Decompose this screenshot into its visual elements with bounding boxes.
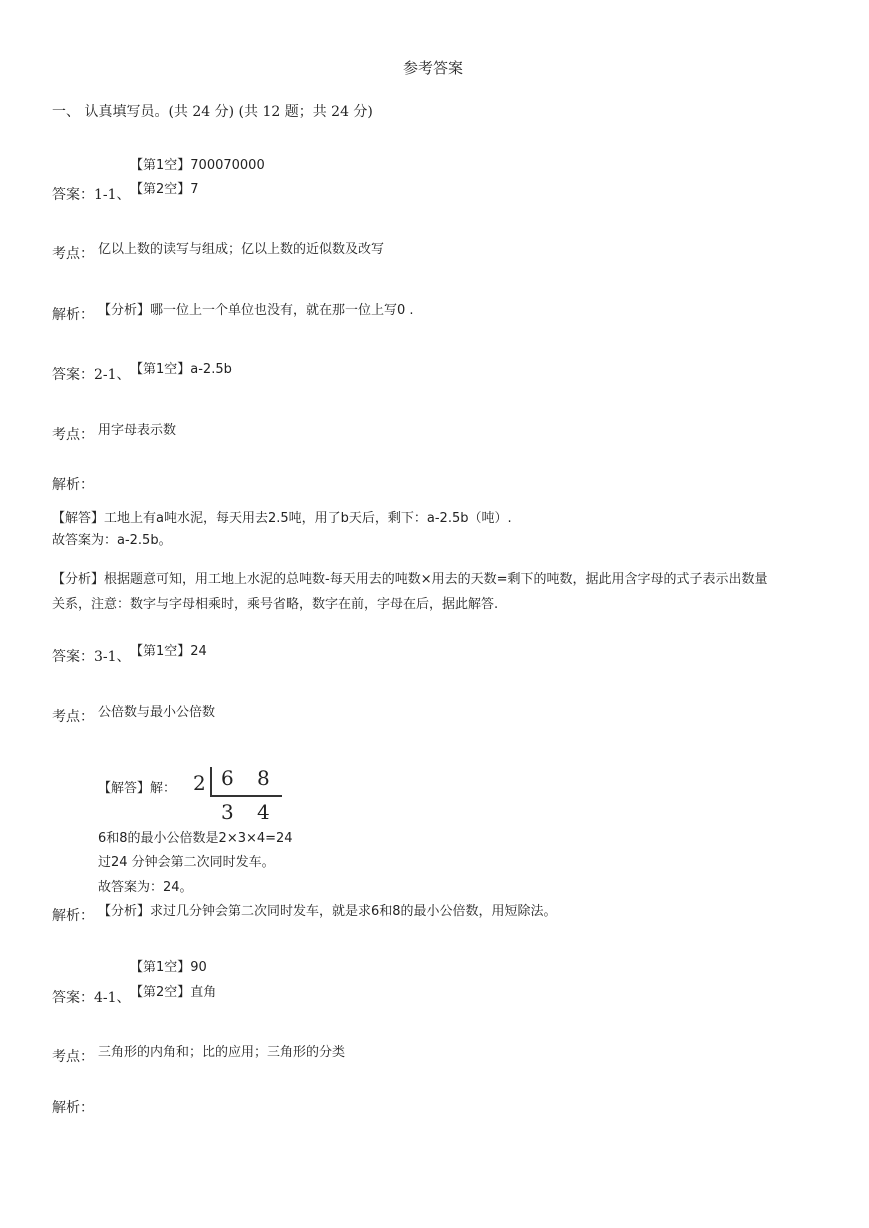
q3-kaodian: 公倍数与最小公倍数: [98, 705, 216, 720]
q4-answer-label: 答案：4-1、: [52, 990, 131, 1006]
q1-kaodian: 亿以上数的读写与组成；亿以上数的近似数及改写: [98, 242, 385, 257]
q3-fenxi: 【分析】求过几分钟会第二次同时发车，就是求6和8的最小公倍数，用短除法。: [98, 904, 557, 919]
section-heading: 一、 认真填写员。(共 24 分) (共 12 题；共 24 分): [52, 104, 373, 120]
q3-jieda-label: 【解答】解：: [98, 781, 177, 796]
q3-jiexi-label: 解析：: [52, 908, 94, 924]
q1-blank1: 【第1空】700070000: [130, 158, 265, 173]
division-divisor: 2: [193, 771, 206, 795]
division-quotient-1: 3: [221, 800, 234, 824]
q3-jieda-line2: 过24 分钟会第二次同时发车。: [98, 855, 275, 870]
q4-blank2: 【第2空】直角: [130, 985, 217, 1000]
q2-kaodian-label: 考点：: [52, 427, 94, 443]
q1-jiexi: 【分析】哪一位上一个单位也没有，就在那一位上写0 .: [98, 303, 414, 318]
q3-blank1: 【第1空】24: [130, 644, 207, 659]
q2-answer-label: 答案：2-1、: [52, 367, 131, 383]
q4-jiexi-label: 解析：: [52, 1100, 94, 1116]
division-dividend-2: 8: [257, 766, 270, 790]
q3-kaodian-label: 考点：: [52, 709, 94, 725]
q1-kaodian-label: 考点：: [52, 246, 94, 262]
q1-answer-label: 答案：1-1、: [52, 187, 131, 203]
q4-blank1: 【第1空】90: [130, 960, 207, 975]
division-quotient-2: 4: [257, 800, 270, 824]
q1-jiexi-label: 解析：: [52, 307, 94, 323]
q2-blank1: 【第1空】a-2.5b: [130, 362, 232, 377]
q4-kaodian-label: 考点：: [52, 1049, 94, 1065]
q3-jieda-line3: 故答案为：24。: [98, 880, 193, 895]
q2-jiexi-label: 解析：: [52, 477, 94, 493]
division-vertical-line: [210, 767, 212, 796]
q3-answer-label: 答案：3-1、: [52, 649, 131, 665]
q2-jieda-line1: 【解答】工地上有a吨水泥，每天用去2.5吨，用了b天后，剩下：a-2.5b（吨）.: [52, 511, 512, 526]
q4-kaodian: 三角形的内角和；比的应用；三角形的分类: [98, 1045, 346, 1060]
q1-blank2: 【第2空】7: [130, 182, 199, 197]
division-horizontal-line: [210, 795, 282, 797]
page-title: 参考答案: [403, 59, 464, 77]
q2-fenxi-line2: 关系，注意：数字与字母相乘时，乘号省略，数字在前，字母在后，据此解答.: [52, 597, 499, 612]
q3-jieda-line1: 6和8的最小公倍数是2×3×4=24: [98, 831, 293, 846]
q2-jieda-line2: 故答案为：a-2.5b。: [52, 533, 172, 548]
division-dividend-1: 6: [221, 766, 234, 790]
q2-fenxi-line1: 【分析】根据题意可知，用工地上水泥的总吨数-每天用去的吨数×用去的天数=剩下的吨数，据此用含字母的式子表示出数量: [52, 572, 768, 587]
q2-kaodian: 用字母表示数: [98, 423, 177, 438]
